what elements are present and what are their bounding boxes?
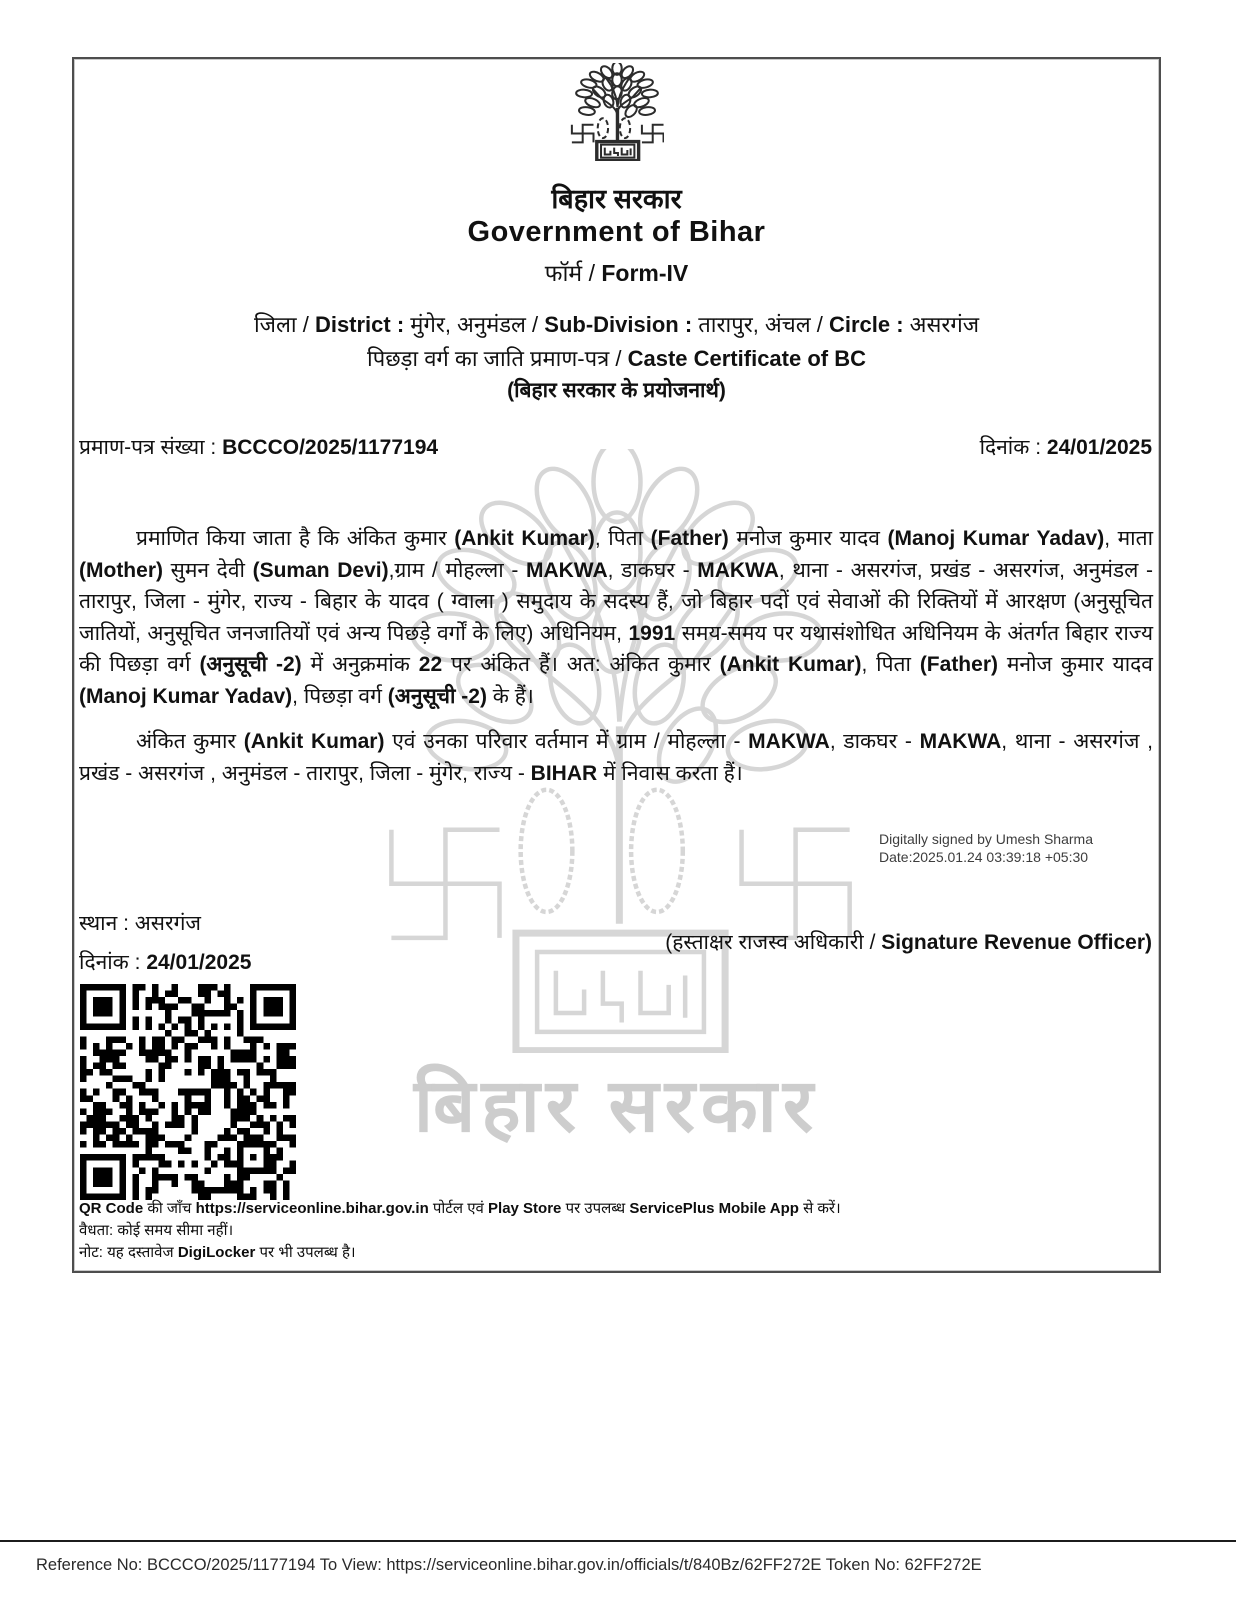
place-label: स्थान : (79, 912, 135, 935)
qr-note-validity: वैधता: कोई समय सीमा नहीं। (79, 1222, 234, 1239)
certificate-meta-row (79, 433, 1152, 461)
certificate-number-value: BCCCO/2025/1177194 (222, 436, 439, 459)
bihar-emblem-icon (570, 63, 664, 161)
qr-note-digilocker: नोट: यह दस्तावेज DigiLocker पर भी उपलब्ध है। (79, 1244, 356, 1261)
district-subdivision-circle-line: जिला / District : मुंगेर, अनुमंडल / Sub-Division : तारापुर, अंचल / Circle : असरगंज (253, 312, 980, 337)
signature-caption: (हस्ताक्षर राजस्व अधिकारी / Signature Revenue Officer) (665, 931, 1152, 954)
place-date-block (79, 904, 251, 982)
footer-reference-line: Reference No: BCCCO/2025/1177194 To View: https://serviceonline.bihar.gov.in/officials/t/840Bz/62FF272E Token No: 62FF272E (36, 1556, 982, 1574)
body-paragraph-2: अंकित कुमार (Ankit Kumar) एवं उनका परिवार वर्तमान में ग्राम / मोहल्ला - MAKWA, डाकघर - MAKWA, थाना - असरगंज , प्रखंड - असरगंज , अनुमंडल - तारापुर, जिला - मुंगेर, राज्य - BIHAR में निवास करता हैं। (79, 730, 1154, 785)
certificate-number-label: प्रमाण-पत्र संख्या : (79, 436, 223, 459)
body-paragraph-1: प्रमाणित किया जाता है कि अंकित कुमार (Ankit Kumar), पिता (Father) मनोज कुमार यादव (Manoj Kumar Yadav), माता (Mother) सुमन देवी (Suman Devi),ग्राम / मोहल्ला - MAKWA, डाकघर - MAKWA, थाना - असरगंज, प्रखंड - असरगंज, अनुमंडल - तारापुर, जिला - मुंगेर, राज्य - बिहार के यादव ( ग्वाला ) समुदाय के सदस्य हैं, जो बिहार पदों एवं सेवाओं की रिक्तियों में आरक्षण (अनुसूचित जातियों, अनुसूचित जनजातियों एवं अन्य पिछड़े वर्गों के लिए) अधिनियम, 1991 समय-समय पर यथासंशोधित अधिनियम के अंतर्गत बिहार राज्य की पिछड़ा वर्ग (अनुसूची -2) में अनुक्रमांक 22 पर अंकित हैं। अत: अंकित कुमार (Ankit Kumar), पिता (Father) मनोज कुमार यादव (Manoj Kumar Yadav), पिछड़ा वर्ग (अनुसूची -2) के हैं। (79, 527, 1154, 708)
certificate-date-value: 24/01/2025 (1046, 436, 1152, 459)
form-number: फॉर्म / Form-IV (544, 260, 689, 286)
date-label: दिनांक : (79, 951, 147, 974)
date-line (79, 943, 251, 982)
certificate-number (79, 433, 438, 461)
watermark-text: बिहार सरकार (413, 1064, 820, 1147)
header-emblem-wrap (74, 63, 1159, 161)
certificate-body (79, 523, 1153, 789)
title-english: Government of Bihar (467, 216, 766, 248)
footer-divider (0, 1540, 1236, 1542)
certificate-frame (72, 57, 1161, 1273)
purpose-line: (बिहार सरकार के प्रयोजनार्थ) (507, 379, 726, 402)
certificate-date (980, 433, 1152, 461)
certificate-title-line: पिछड़ा वर्ग का जाति प्रमाण-पत्र / Caste Certificate of BC (367, 346, 866, 371)
digital-signature-line1: Digitally signed by Umesh Sharma (879, 831, 1093, 847)
title-hindi: बिहार सरकार (551, 184, 682, 214)
place-line (79, 904, 251, 943)
qr-notes (79, 1198, 1153, 1264)
date-value: 24/01/2025 (146, 951, 252, 974)
certificate-date-label: दिनांक : (979, 436, 1047, 459)
qr-code (80, 984, 296, 1200)
place-value: असरगंज (134, 912, 201, 935)
qr-note-verify: QR Code की जाँच https://serviceonline.bihar.gov.in पोर्टल एवं Play Store पर उपलब्ध ServicePlus Mobile App से करें। (79, 1200, 841, 1217)
digital-signature-block (879, 831, 1093, 866)
digital-signature-line2: Date:2025.01.24 03:39:18 +05:30 (879, 848, 1089, 865)
